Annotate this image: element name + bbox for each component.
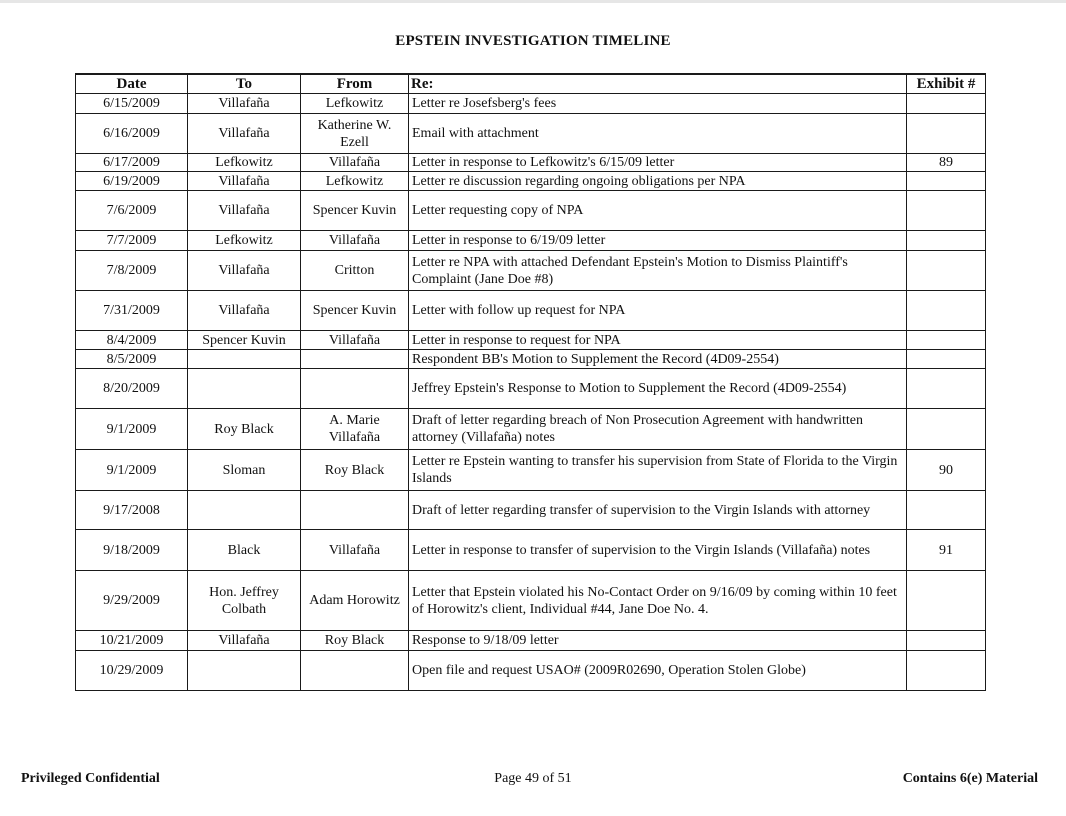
- timeline-body: [76, 94, 986, 691]
- row-exhibit: [907, 231, 986, 251]
- row-from: Critton: [301, 251, 409, 291]
- table-row: [76, 331, 986, 350]
- row-to: Villafaña: [188, 631, 301, 651]
- row-re: Letter re Epstein wanting to transfer his supervision from State of Florida to the Virgin Islands: [409, 450, 907, 491]
- row-from: Lefkowitz: [301, 172, 409, 191]
- row-re: Letter requesting copy of NPA: [409, 191, 907, 231]
- row-date: 6/17/2009: [76, 154, 188, 172]
- row-from: [301, 350, 409, 369]
- row-exhibit: [907, 191, 986, 231]
- row-re: Draft of letter regarding breach of Non Prosecution Agreement with handwritten attorney (Villafaña) notes: [409, 409, 907, 450]
- row-re: Open file and request USAO# (2009R02690, Operation Stolen Globe): [409, 651, 907, 691]
- row-exhibit: [907, 350, 986, 369]
- row-to: Villafaña: [188, 94, 301, 114]
- row-from: [301, 369, 409, 409]
- row-date: 10/29/2009: [76, 651, 188, 691]
- row-to: Villafaña: [188, 291, 301, 331]
- row-date: 8/4/2009: [76, 331, 188, 350]
- row-re: Draft of letter regarding transfer of supervision to the Virgin Islands with attorney: [409, 491, 907, 530]
- table-row: [76, 450, 986, 491]
- footer-page-number: Page 49 of 51: [494, 771, 572, 786]
- row-to: Lefkowitz: [188, 154, 301, 172]
- table-row: [76, 291, 986, 331]
- row-date: 6/15/2009: [76, 94, 188, 114]
- row-exhibit: [907, 571, 986, 631]
- row-date: 9/17/2008: [76, 491, 188, 530]
- table-row: [76, 114, 986, 154]
- row-re: Letter that Epstein violated his No-Contact Order on 9/16/09 by coming within 10 feet of Horowitz's client, Individual #44, Jane Doe No. 4.: [409, 571, 907, 631]
- table-row: [76, 94, 986, 114]
- row-to: Black: [188, 530, 301, 571]
- row-from: Lefkowitz: [301, 94, 409, 114]
- row-exhibit: [907, 491, 986, 530]
- table-row: [76, 631, 986, 651]
- row-re: Letter re Josefsberg's fees: [409, 94, 907, 114]
- table-row: [76, 191, 986, 231]
- table-row: [76, 571, 986, 631]
- row-exhibit: [907, 251, 986, 291]
- row-exhibit: 89: [907, 154, 986, 172]
- row-date: 9/1/2009: [76, 409, 188, 450]
- row-re: Respondent BB's Motion to Supplement the Record (4D09-2554): [409, 350, 907, 369]
- row-date: 9/1/2009: [76, 450, 188, 491]
- table-row: [76, 251, 986, 291]
- row-to: Roy Black: [188, 409, 301, 450]
- table-row: [76, 172, 986, 191]
- row-to: Villafaña: [188, 191, 301, 231]
- table-row: [76, 350, 986, 369]
- row-re: Letter with follow up request for NPA: [409, 291, 907, 331]
- row-from: A. Marie Villafaña: [301, 409, 409, 450]
- row-to: [188, 491, 301, 530]
- table-row: [76, 231, 986, 251]
- row-from: Spencer Kuvin: [301, 291, 409, 331]
- row-date: 6/16/2009: [76, 114, 188, 154]
- row-from: Spencer Kuvin: [301, 191, 409, 231]
- footer-6e-notice: Contains 6(e) Material: [902, 771, 1038, 786]
- row-date: 8/20/2009: [76, 369, 188, 409]
- row-date: 7/6/2009: [76, 191, 188, 231]
- table-header-row: [76, 74, 986, 94]
- table-row: [76, 530, 986, 571]
- row-to: Spencer Kuvin: [188, 331, 301, 350]
- row-exhibit: [907, 172, 986, 191]
- row-re: Letter in response to transfer of supervision to the Virgin Islands (Villafaña) notes: [409, 530, 907, 571]
- row-exhibit: [907, 331, 986, 350]
- row-date: 10/21/2009: [76, 631, 188, 651]
- row-date: 9/29/2009: [76, 571, 188, 631]
- row-re: Letter re NPA with attached Defendant Epstein's Motion to Dismiss Plaintiff's Complaint (Jane Doe #8): [409, 251, 907, 291]
- row-re: Jeffrey Epstein's Response to Motion to Supplement the Record (4D09-2554): [409, 369, 907, 409]
- row-date: 8/5/2009: [76, 350, 188, 369]
- row-from: Villafaña: [301, 154, 409, 172]
- row-re: Letter re discussion regarding ongoing obligations per NPA: [409, 172, 907, 191]
- row-to: Sloman: [188, 450, 301, 491]
- row-from: Adam Horowitz: [301, 571, 409, 631]
- row-from: Roy Black: [301, 631, 409, 651]
- column-header-from: From: [301, 74, 409, 94]
- row-exhibit: [907, 114, 986, 154]
- row-exhibit: [907, 631, 986, 651]
- row-exhibit: [907, 369, 986, 409]
- table-row: [76, 651, 986, 691]
- row-exhibit: [907, 651, 986, 691]
- column-header-date: Date: [76, 74, 188, 94]
- row-exhibit: [907, 409, 986, 450]
- row-re: Letter in response to Lefkowitz's 6/15/09 letter: [409, 154, 907, 172]
- row-re: Email with attachment: [409, 114, 907, 154]
- row-from: Villafaña: [301, 530, 409, 571]
- row-date: 6/19/2009: [76, 172, 188, 191]
- column-header-exhibit: Exhibit #: [907, 74, 986, 94]
- row-date: 7/8/2009: [76, 251, 188, 291]
- row-exhibit: [907, 291, 986, 331]
- row-from: [301, 651, 409, 691]
- table-row: [76, 491, 986, 530]
- timeline-table: [75, 73, 986, 691]
- row-to: [188, 651, 301, 691]
- row-to: Hon. Jeffrey Colbath: [188, 571, 301, 631]
- row-from: Roy Black: [301, 450, 409, 491]
- row-exhibit: 91: [907, 530, 986, 571]
- row-to: Villafaña: [188, 251, 301, 291]
- column-header-re: Re:: [409, 74, 907, 94]
- row-re: Response to 9/18/09 letter: [409, 631, 907, 651]
- row-to: [188, 369, 301, 409]
- row-to: Lefkowitz: [188, 231, 301, 251]
- scan-edge: [0, 0, 1066, 3]
- row-re: Letter in response to request for NPA: [409, 331, 907, 350]
- page-title: EPSTEIN INVESTIGATION TIMELINE: [395, 33, 671, 49]
- row-from: Villafaña: [301, 231, 409, 251]
- row-exhibit: [907, 94, 986, 114]
- column-header-to: To: [188, 74, 301, 94]
- row-from: Katherine W. Ezell: [301, 114, 409, 154]
- row-date: 9/18/2009: [76, 530, 188, 571]
- table-row: [76, 154, 986, 172]
- row-to: Villafaña: [188, 114, 301, 154]
- row-from: [301, 491, 409, 530]
- row-to: [188, 350, 301, 369]
- row-exhibit: 90: [907, 450, 986, 491]
- row-re: Letter in response to 6/19/09 letter: [409, 231, 907, 251]
- row-date: 7/7/2009: [76, 231, 188, 251]
- row-to: Villafaña: [188, 172, 301, 191]
- row-date: 7/31/2009: [76, 291, 188, 331]
- table-row: [76, 369, 986, 409]
- row-from: Villafaña: [301, 331, 409, 350]
- footer-privileged: Privileged Confidential: [21, 771, 160, 786]
- table-row: [76, 409, 986, 450]
